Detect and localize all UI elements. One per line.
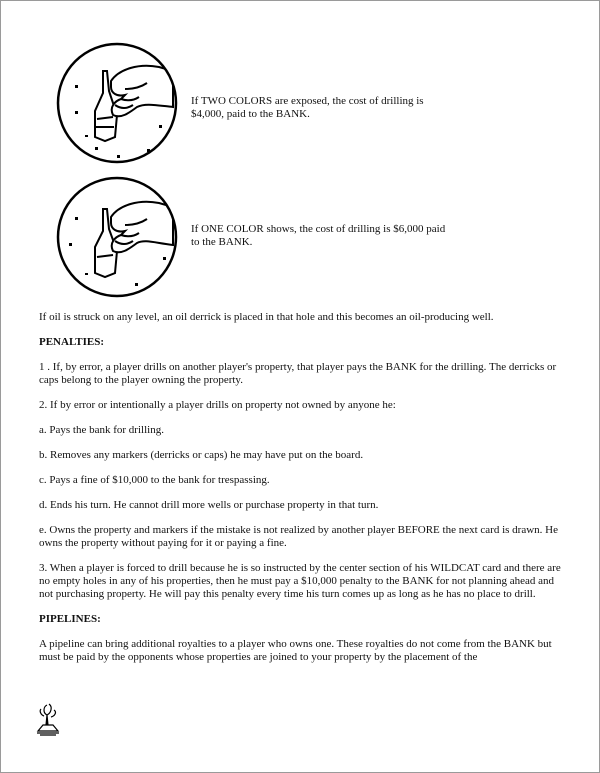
pipelines-heading: PIPELINES: [39, 613, 101, 625]
penalty-item: a. Pays the bank for drilling. [39, 424, 164, 436]
hand-drilling-one-color-icon [55, 175, 179, 304]
penalty-item: 3. When a player is forced to drill because he is so instructed by the center section of his WILDCAT card and there are no empty holes in any of his properties, then he must pay a $10,000 penalty to the BANK for not planning ahead and not purchasing property. He will pay this penalty every time his turn comes up as long as he has no place to drill. [39, 562, 561, 600]
illustration-caption-2: If ONE COLOR shows, the cost of drilling is $6,000 paid to the BANK. [191, 223, 446, 248]
penalty-item: 2. If by error or intentionally a player drills on property not owned by anyone he: [39, 399, 396, 411]
hand-drilling-two-colors-icon [55, 41, 179, 170]
penalty-item: b. Removes any markers (derricks or caps) he may have put on the board. [39, 449, 364, 461]
penalty-item: d. Ends his turn. He cannot drill more wells or purchase property in that turn. [39, 499, 379, 511]
oil-gusher-logo-icon [35, 701, 61, 742]
intro-paragraph: If oil is struck on any level, an oil derrick is placed in that hole and this becomes an oil-producing well. [39, 311, 494, 323]
illustration-caption-1: If TWO COLORS are exposed, the cost of drilling is $4,000, paid to the BANK. [191, 95, 424, 120]
penalty-item: e. Owns the property and markers if the mistake is not realized by another player BEFORE the next card is drawn. He owns the property without paying for it or paying a fine. [39, 524, 558, 549]
rules-text [39, 311, 563, 676]
penalties-heading: PENALTIES: [39, 336, 105, 348]
penalty-item: c. Pays a fine of $10,000 to the bank for trespassing. [39, 474, 270, 486]
penalty-item: 1 . If, by error, a player drills on another player's property, that player pays the BANK for the drilling. The derricks or caps belong to the player owning the property. [39, 361, 557, 386]
pipelines-paragraph: A pipeline can bring additional royalties to a player who owns one. These royalties do not come from the BANK but must be paid by the opponents whose properties are joined to your property by the placement of the [39, 638, 552, 663]
